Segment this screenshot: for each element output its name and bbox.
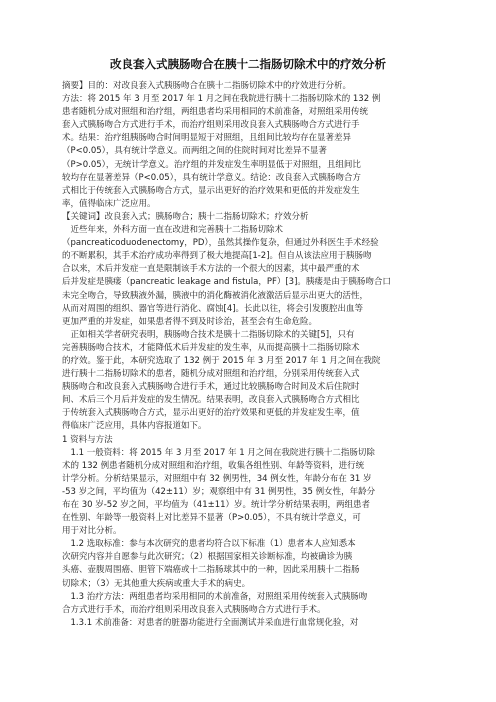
text-line: 近些年来，外科方面一直在改进和完善胰十二指肠切除术 — [62, 225, 284, 236]
text-line: 更加严重的并发症，如果患者得不到及时诊治，甚至会有生命危险。 — [62, 316, 318, 327]
text-line: （pancreaticoduodenectomy，PD），虽然其操作复杂，但通过外科医生手术经验 — [62, 238, 379, 249]
text-line: 摘要】目的：对改良套入式胰肠吻合在胰十二指肠切除术中的疗效进行分析。 — [62, 81, 352, 91]
text-line: 未完全吻合，导致胰液外漏，胰液中的消化酶被消化液激活后显示出更大的活性， — [62, 290, 369, 301]
text-line: 胰肠吻合和改良套入式胰肠吻合进行手术，通过比较胰肠吻合时间及术后住院时 — [62, 382, 360, 393]
text-line: 合方式进行手术，而治疗组则采用改良套入式胰肠吻合方式进行手术。 — [62, 604, 326, 615]
text-line: -53 岁之间，平均值为（42±11）岁；观察组中有 31 例男性，35 例女性，年龄分 — [62, 486, 376, 497]
text-line: 1 资料与方法 — [62, 434, 113, 445]
text-line: 得临床广泛应用，具体内容报道如下。 — [62, 421, 207, 432]
text-line: （P>0.05），无统计学意义。治疗组的并发症发生率明显低于对照组，且组间比 — [62, 159, 361, 170]
text-line: 1.1 一般资料：将 2015 年 3 月至 2017 年 1 月之间在我院进行胰十二指肠切除 — [62, 447, 375, 458]
text-line: 切除术；（3）无其他重大疾病或重大手术的病史。 — [62, 578, 251, 589]
text-line: 【关键词】改良套入式；胰肠吻合；胰十二指肠切除术；疗效分析 — [62, 211, 309, 222]
text-line: 患者随机分成对照组和治疗组，两组患者均采用相同的术前准备，对照组采用传统 — [62, 107, 369, 118]
text-line: 式相比于传统套入式胰肠吻合方式，显示出更好的治疗效果和更低的并发症发生 — [62, 185, 360, 196]
text-line: 用于对比分析。 — [62, 526, 122, 537]
text-line: 头癌、壶腹周围癌、胆管下端癌或十二指肠球其中的一种，因此采用胰十二指肠 — [62, 565, 360, 576]
text-line: 方法：将 2015 年 3 月至 2017 年 1 月之间在我院进行胰十二指肠切除术的 132 例 — [62, 94, 381, 105]
text-line: 在性别、年龄等一般资料上对比差异不显著（P>0.05），不具有统计学意义，可 — [62, 513, 361, 524]
text-line: 术的 132 例患者随机分成对照组和治疗组，收集各组性别、年龄等资料，进行统 — [62, 460, 365, 471]
text-line: 于传统套入式胰肠吻合方式，显示出更好的治疗效果和更低的并发症发生率，值 — [62, 408, 360, 419]
paper-title: 改良套入式胰肠吻合在胰十二指肠切除术中的疗效分析 — [110, 57, 386, 71]
text-line: 计学分析。分析结果显示，对照组中有 32 例男性，34 例女性，年龄分布在 31 岁 — [62, 473, 372, 484]
text-line: （P<0.05），具有统计学意义。而两组之间的住院时间对比差异不显著 — [62, 146, 327, 157]
text-line: 的疗效。鉴于此，本研究选取了 132 例于 2015 年 3 月至 2017 年 1 月之间在我院 — [62, 355, 381, 366]
paper-body — [62, 80, 442, 630]
text-line: 次研究内容并自愿参与此次研究；（2）根据国家相关诊断标准，均被确诊为胰 — [62, 552, 353, 563]
text-line: 间、术后三个月后并发症的发生情况。结果表明，改良套入式胰肠吻合方式相比 — [62, 395, 360, 406]
text-line: 套入式胰肠吻合方式进行手术，而治疗组则采用改良套入式胰肠吻合方式进行手 — [62, 120, 360, 131]
text-line: 1.3 治疗方法：两组患者均采用相同的术前准备，对照组采用传统套入式胰肠吻 — [62, 591, 368, 602]
text-line: 率，值得临床广泛应用。 — [62, 198, 156, 209]
text-line: 从而对周围的组织、器官等进行消化、腐蚀[4]。长此以往，将会引发腹腔出血等 — [62, 303, 364, 314]
text-line: 完善胰肠吻合技术，才能降低术后并发症的发生率，从而提高胰十二指肠切除术 — [62, 342, 360, 353]
text-line: 1.3.1 术前准备：对患者的脏器功能进行全面测试并采血进行血常规化验，对 — [62, 617, 359, 628]
text-line: 布在 30 岁-52 岁之间，平均值为（41±11）岁。统计学分析结果表明，两组患者 — [62, 500, 371, 510]
text-line: 正如相关学者研究表明，胰肠吻合技术是胰十二指肠切除术的关键[5]，只有 — [62, 329, 355, 340]
text-line: 术。结果：治疗组胰肠吻合时间明显短于对照组，且组间比较均存在显著差异 — [62, 133, 352, 144]
text-line: 合以来，术后并发症一直是限制该手术方法的一个很大的因素，其中最严重的术 — [62, 264, 360, 275]
text-line: 较均存在显著差异（P<0.05），具有统计学意义。结论：改良套入式胰肠吻合方 — [62, 172, 361, 183]
text-line: 进行胰十二指肠切除术的患者，随机分成对照组和治疗组，分别采用传统套入式 — [62, 369, 360, 380]
text-line: 1.2 选取标准：参与本次研究的患者均符合以下标准（1）患者本人应知悉本 — [62, 539, 356, 550]
text-line: 后并发症是胰瘘（pancreatic leakage and fistula，PF）[3]。胰瘘是由于胰肠吻合口 — [62, 277, 391, 288]
text-line: 的不断累积，其手术治疗成功率得到了极大地提高[1-2]。但自从该法应用于胰肠吻 — [62, 251, 372, 262]
